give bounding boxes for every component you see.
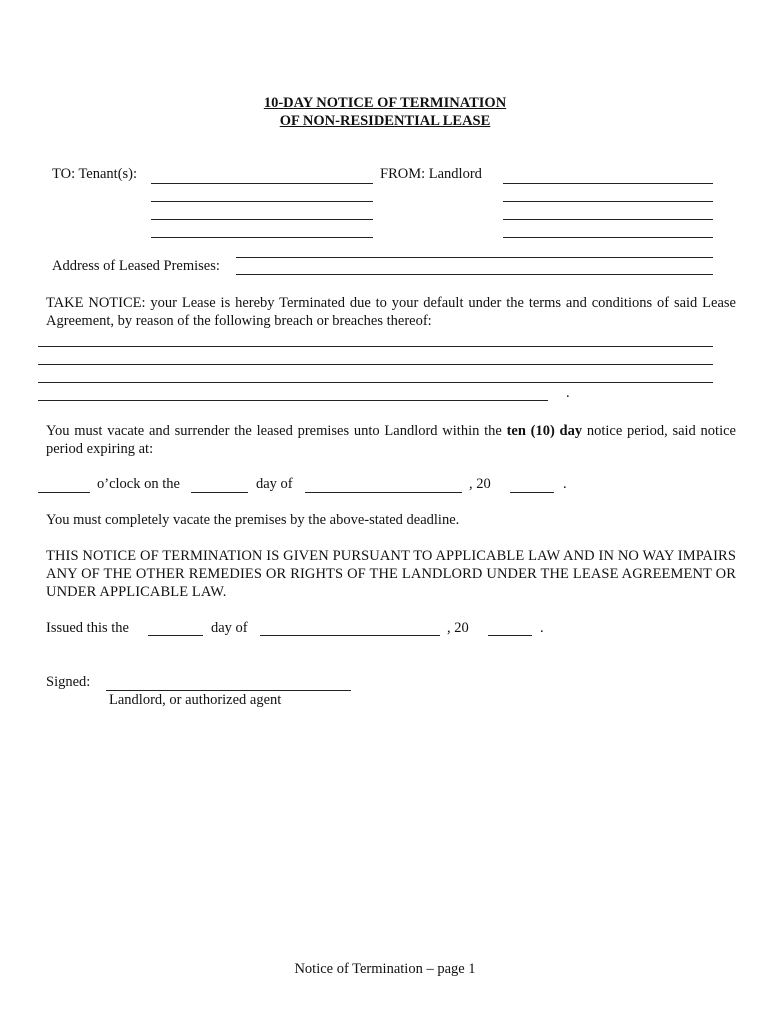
vacate-text-after: notice period, said notice period expiring at: <box>46 423 736 457</box>
expiry-day-of-label: day of <box>256 476 293 492</box>
take-notice-paragraph: TAKE NOTICE: your Lease is hereby Terminated due to your default under the terms and conditions of said Lease Agreement, by reason of the following breach or breaches thereof: <box>46 295 736 329</box>
landlord-name-line-4[interactable] <box>503 237 713 238</box>
vacate-notice-period: ten (10) day <box>506 423 583 439</box>
landlord-name-line-1[interactable] <box>503 183 713 184</box>
expiry-hour-blank[interactable] <box>38 492 90 493</box>
address-label: Address of Leased Premises: <box>52 258 220 274</box>
landlord-name-line-3[interactable] <box>503 219 713 220</box>
expiry-month-blank[interactable] <box>305 492 462 493</box>
expiry-year-blank[interactable] <box>510 492 554 493</box>
tenant-name-line-3[interactable] <box>151 219 373 220</box>
signature-line[interactable] <box>106 690 351 691</box>
issued-day-blank[interactable] <box>148 635 203 636</box>
address-line-1[interactable] <box>236 257 713 258</box>
issued-label: Issued this the <box>46 620 129 636</box>
breach-line-4[interactable] <box>38 400 548 401</box>
landlord-name-line-2[interactable] <box>503 201 713 202</box>
issued-month-blank[interactable] <box>260 635 440 636</box>
issued-year-prefix: , 20 <box>447 620 469 636</box>
tenant-name-line-1[interactable] <box>151 183 373 184</box>
to-tenant-label: TO: Tenant(s): <box>52 166 138 182</box>
deadline-sentence: You must completely vacate the premises by the above-stated deadline. <box>46 512 460 528</box>
breach-line-2[interactable] <box>38 364 713 365</box>
tenant-name-line-2[interactable] <box>151 201 373 202</box>
expiry-day-blank[interactable] <box>191 492 248 493</box>
expiry-period: . <box>563 476 567 492</box>
issued-day-of-label: day of <box>211 620 248 636</box>
tenant-name-line-4[interactable] <box>151 237 373 238</box>
signed-label: Signed: <box>46 674 91 690</box>
document-title-line-2: OF NON-RESIDENTIAL LEASE <box>279 113 491 129</box>
expiry-year-prefix: , 20 <box>469 476 491 492</box>
signature-caption: Landlord, or authorized agent <box>109 692 282 708</box>
from-landlord-label: FROM: Landlord <box>380 166 482 182</box>
breach-line-3[interactable] <box>38 382 713 383</box>
expiry-oclock-label: o’clock on the <box>97 476 180 492</box>
vacate-paragraph <box>46 422 736 458</box>
vacate-text-before: You must vacate and surrender the leased premises unto Landlord within the <box>46 423 507 439</box>
page-footer: Notice of Termination – page 1 <box>294 961 476 977</box>
pursuant-paragraph: THIS NOTICE OF TERMINATION IS GIVEN PURSUANT TO APPLICABLE LAW AND IN NO WAY IMPAIRS ANY OF THE OTHER REMEDIES OR RIGHTS OF THE LANDLORD UNDER THE LEASE AGREEMENT OR UNDER APPLICABLE LAW. <box>46 548 736 600</box>
issued-year-blank[interactable] <box>488 635 532 636</box>
document-title-line-1: 10-DAY NOTICE OF TERMINATION <box>263 95 507 111</box>
issued-period: . <box>540 620 544 636</box>
breach-period: . <box>566 385 570 401</box>
address-line-2[interactable] <box>236 274 713 275</box>
breach-line-1[interactable] <box>38 346 713 347</box>
